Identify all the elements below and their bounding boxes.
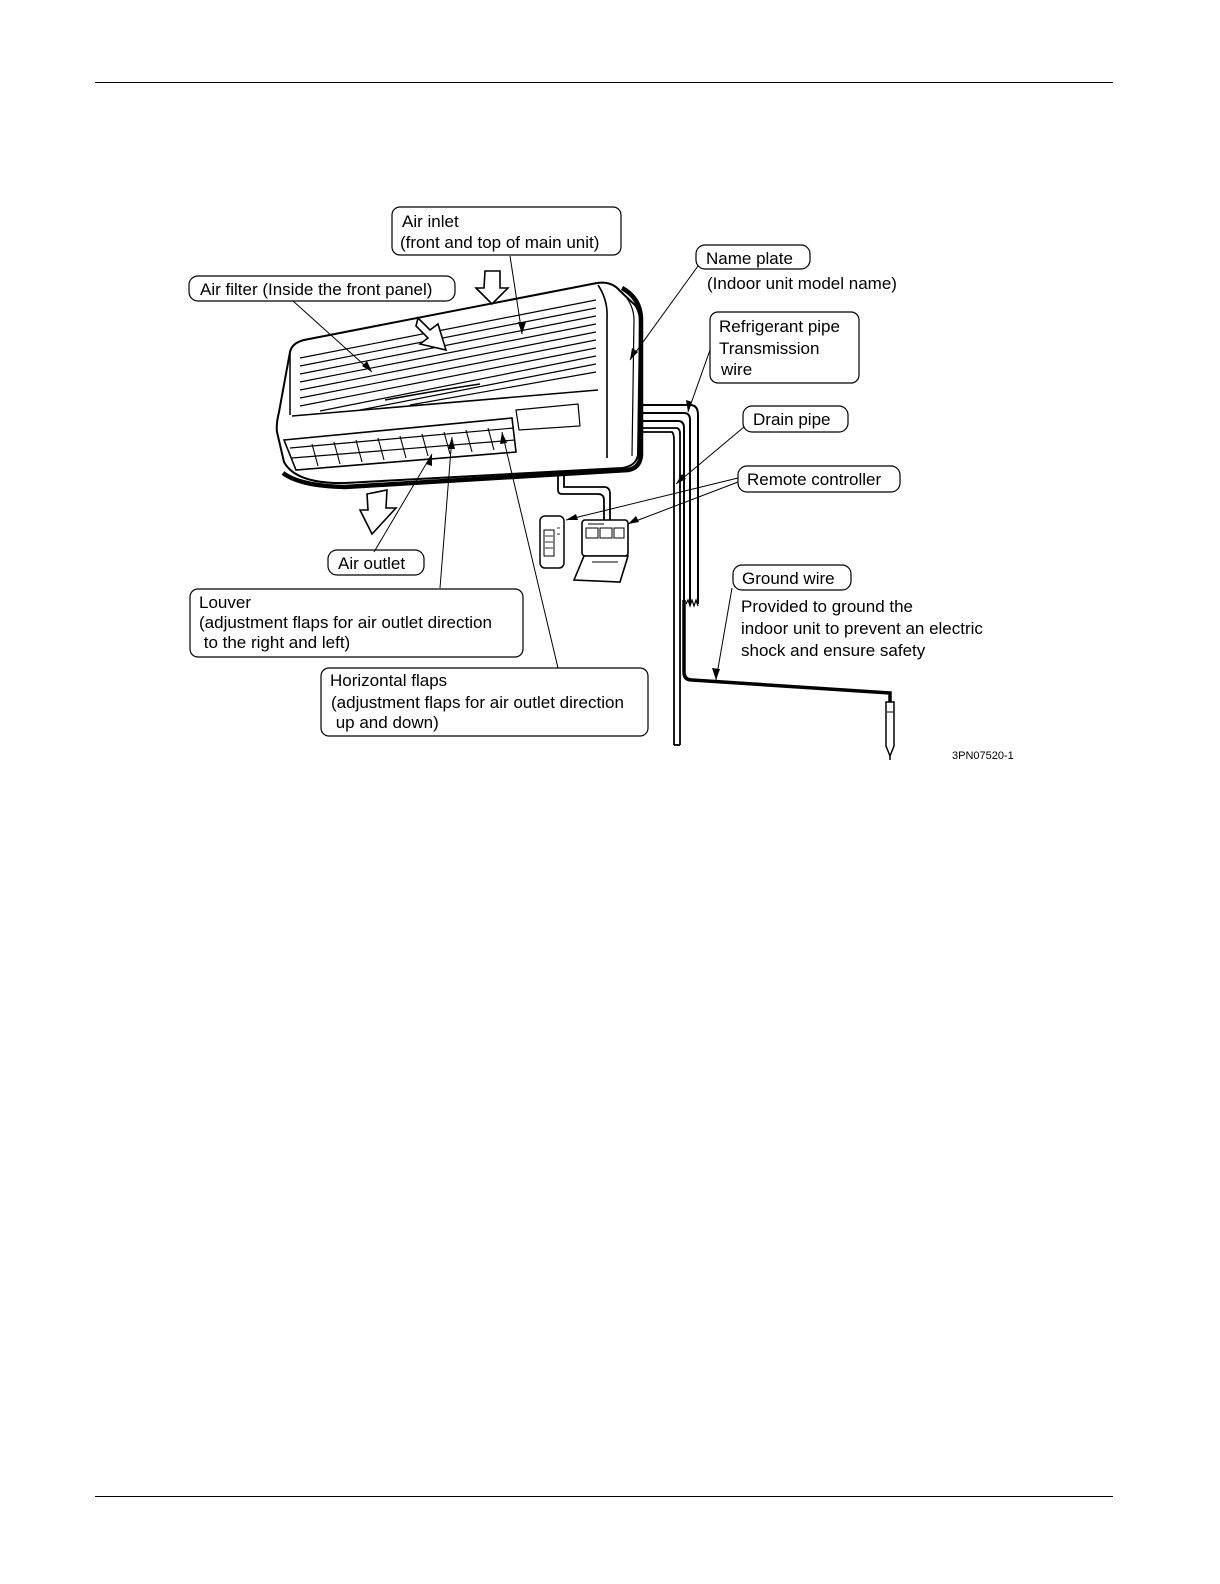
figure-code: 3PN07520-1 [952,750,1014,762]
horizontal-flaps-detail-2: up and down) [331,713,439,732]
louver-detail-2: to the right and left) [199,633,351,652]
air-filter-title: Air filter (Inside the front panel) [200,280,433,299]
name-plate-note: (Indoor unit model name) [707,274,897,293]
ground-wire-note-3: shock and ensure safety [741,641,926,660]
horizontal-flaps-detail-1: (adjustment flaps for air outlet direction [331,693,624,712]
louver-detail-1: (adjustment flaps for air outlet direction [199,613,492,632]
refrigerant-line3: wire [721,360,753,379]
outlet-arrow [360,490,396,534]
ground-wire-title: Ground wire [742,569,835,588]
refrigerant-line1: Refrigerant pipe [719,317,840,336]
airflow-arrows [360,271,508,534]
name-plate-title: Name plate [706,249,793,268]
ground-wire-note-1: Provided to ground the [741,597,914,616]
refrigerant-line2: Transmission [719,339,820,358]
ground-wire-note-2: indoor unit to prevent an electric [741,619,983,638]
air-conditioner-unit [277,283,641,487]
ground-rod [886,702,894,756]
remote-controller-title: Remote controller [747,470,882,489]
horizontal-flaps-title: Horizontal flaps [330,671,448,690]
wired-remote [574,520,628,582]
louver-title: Louver [199,593,251,612]
air-inlet-detail: (front and top of main unit) [400,233,600,252]
wireless-remote [540,516,564,568]
drain-pipe-title: Drain pipe [753,410,831,429]
inlet-arrow-top [476,271,508,304]
air-outlet-title: Air outlet [338,554,406,573]
air-inlet-title: Air inlet [402,212,459,231]
